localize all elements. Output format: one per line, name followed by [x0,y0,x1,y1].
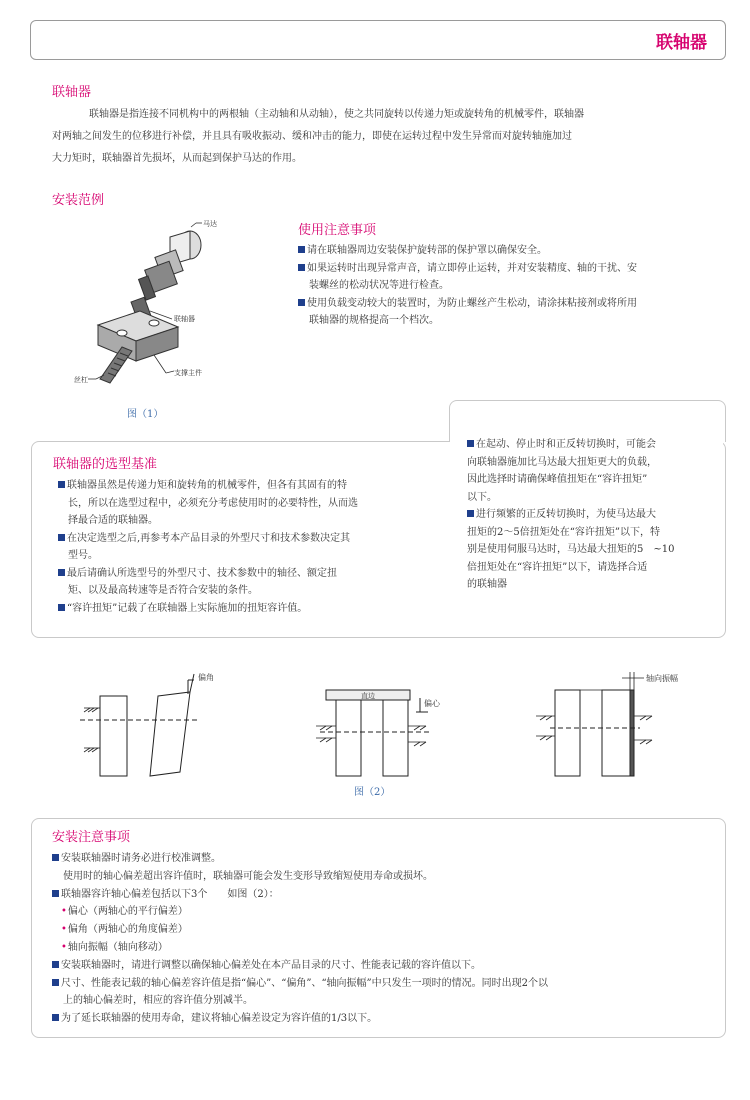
bullet-square-icon [58,481,65,488]
install-notes-heading: 安装注意事项 [52,830,131,845]
install-example-heading: 安装范例 [52,193,105,208]
selection-item-continued: 型号。 [68,550,98,561]
install-notes-list [52,850,717,1028]
selection-right-item: 在起动、停止时和正反转切换时，可能会 [467,436,717,454]
motor-label: 马达 [203,220,217,228]
selection-item: “容许扭矩”记载了在联轴器上实际施加的扭矩容许值。 [58,600,408,618]
motor-illustration [139,231,201,300]
usage-note-item: 如果运转时出现异常声音，请立即停止运转，并对安装精度、轴的干扰、安 [298,260,698,278]
intro-heading: 联轴器 [52,85,92,100]
support-label: 支撑主件 [174,369,202,377]
selection-item-continued: 矩、以及最高转速等是否符合安装的条件。 [68,585,258,596]
page-title: 联轴器 [656,33,707,53]
selection-right-continued: 的联轴器 [467,579,507,590]
bullet-square-icon [298,246,305,253]
selection-right-continued: 别是使用伺服马达时，马达最大扭矩的5 ~10 [467,544,675,555]
selection-heading: 联轴器的选型基准 [53,457,158,472]
selection-item: 在决定选型之后,再参考本产品目录的外型尺寸和技术参数决定其 [58,530,408,548]
bullet-square-icon [52,979,59,986]
axial-label: 轴向振幅 [646,674,678,683]
intro-line: 对两轴之间发生的位移进行补偿，并且具有吸收振动、缓和冲击的能力，即使在运转过程中发生异常而对旋转轴施加过 [52,131,572,142]
figure-2-caption: 图（2） [354,787,391,798]
install-note-item: •偏心（两轴心的平行偏差） [61,906,188,918]
selection-list [58,477,408,617]
angular-label: 偏角 [198,673,214,682]
bullet-square-icon [467,440,474,447]
misalignment-diagrams [80,668,680,783]
selection-right-continued: 因此选择时请确保峰值扭矩在“容许扭矩” [467,474,648,485]
parallel-misalignment-diagram [316,690,430,776]
selection-right-continued: 向联轴器施加比马达最大扭矩更大的负载， [467,456,657,468]
figure-1-caption: 图（1） [127,409,164,420]
header-bar [30,20,726,60]
selection-right-continued: 以下。 [467,491,497,503]
usage-note-continued: 联轴器的规格提高一个档次。 [309,315,439,326]
coupling-label: 联轴器 [174,315,195,323]
selection-item-continued: 择最合适的联轴器。 [68,515,158,526]
install-note-item: 上的轴心偏差时，相应的容许值分别减半。 [63,995,253,1007]
install-note-item: 为了延长联轴器的使用寿命，建议将轴心偏差设定为容许值的1/3以下。 [52,1010,717,1028]
selection-item-continued: 长，所以在选型过程中，必须充分考虑使用时的必要特性，从而选 [68,497,358,509]
install-note-item: •轴向振幅（轴向移动） [61,941,168,953]
support-illustration [98,311,178,361]
intro-line: 大力矩时，联轴器首先损坏，从而起到保护马达的作用。 [52,153,302,164]
usage-notes-list [298,242,698,330]
bullet-square-icon [58,534,65,541]
selection-item: 联轴器虽然是传递力矩和旋转角的机械零件，但各有其固有的特 [58,477,408,495]
selection-item: 最后请确认所选型号的外型尺寸、技术参数中的轴径、额定扭 [58,565,408,583]
install-note-item: •偏角（两轴心的角度偏差） [61,924,188,936]
usage-note-item: 请在联轴器周边安装保护旋转部的保护罩以确保安全。 [298,242,698,260]
axial-misalignment-diagram [536,672,652,776]
screw-label: 丝杠 [74,376,88,384]
bullet-square-icon [58,604,65,611]
usage-notes-heading: 使用注意事项 [298,223,377,238]
intro-paragraph [52,104,712,170]
selection-right-item: 进行频繁的正反转切换时，为使马达最大 [467,506,717,524]
selection-right-continued: 倍扭矩处在“容许扭矩”以下，请选择合适 [467,561,648,573]
install-note-item: 安装联轴器时，请进行调整以确保轴心偏差处在本产品目录的尺寸、性能表记载的容许值以下。 [52,957,717,975]
bullet-dot-icon: • [61,924,67,936]
angular-misalignment-diagram [80,674,200,776]
usage-note-continued: 装螺丝的松动状况等进行检查。 [309,280,449,291]
install-note-item: 联轴器容许轴心偏差包括以下3个 如图（2）： [52,886,717,904]
install-diagram [70,215,240,390]
install-note-item: 使用时的轴心偏差超出容许值时，联轴器可能会发生变形导致缩短使用寿命或损坏。 [63,870,433,882]
bullet-square-icon [298,264,305,271]
selection-right-continued: 扭矩的2～5倍扭矩处在“容许扭矩”以下，特 [467,526,660,538]
bullet-square-icon [52,890,59,897]
bullet-square-icon [58,569,65,576]
selection-right-list [467,436,717,594]
bullet-square-icon [467,510,474,517]
usage-note-item: 使用负载变动较大的装置时，为防止螺丝产生松动，请涂抹粘接剂或将所用 [298,295,698,313]
install-note-item: 尺寸、性能表记载的轴心偏差容许值是指“偏心”、“偏角”、“轴向振幅”中只发生一项时的情况。同时出现2个以 [52,975,717,993]
intro-line: 联轴器是指连接不同机构中的两根轴（主动轴和从动轴），使之共同旋转以传递力矩或旋转角的机械零件，联轴器 [89,109,584,120]
bullet-square-icon [52,1014,59,1021]
parallel-label: 偏心 [424,699,440,708]
install-note-item: 安装联轴器时请务必进行校准调整。 [52,850,717,868]
straight-edge-label: 直边 [361,692,375,700]
bullet-dot-icon: • [61,941,67,953]
bullet-square-icon [298,299,305,306]
bullet-square-icon [52,854,59,861]
bullet-square-icon [52,961,59,968]
bullet-dot-icon: • [61,906,67,918]
